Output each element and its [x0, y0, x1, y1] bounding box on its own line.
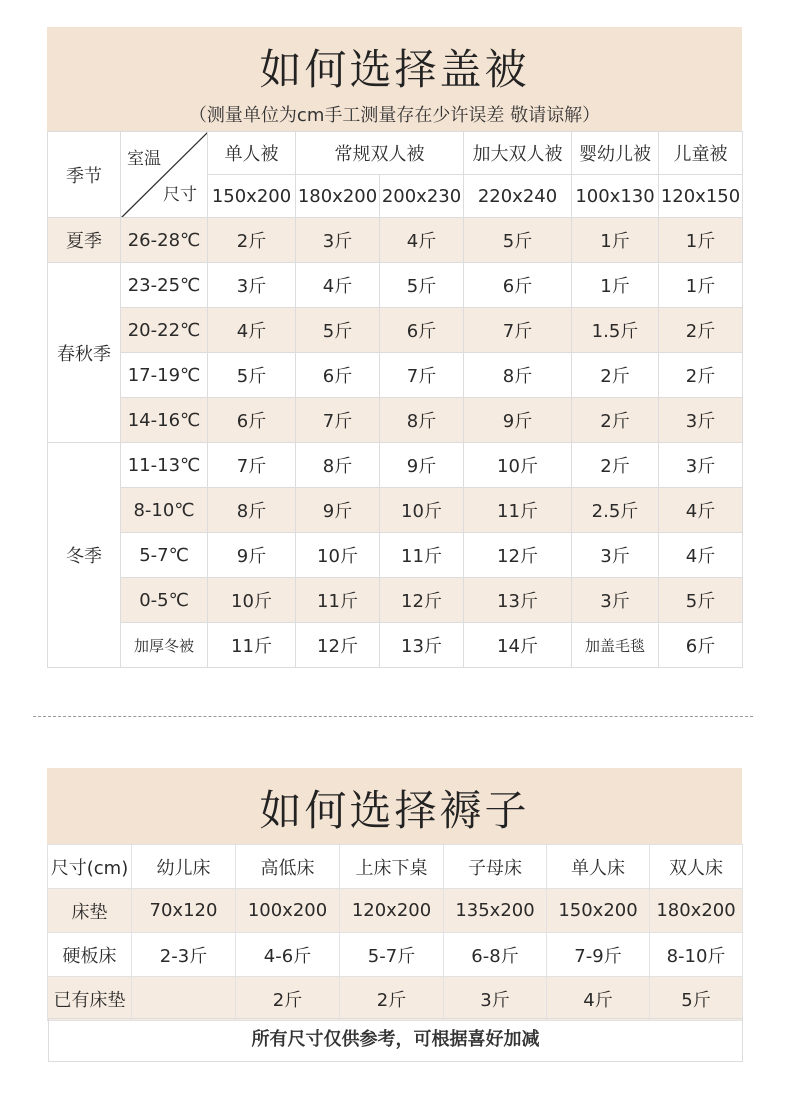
- size-cell: 120x150: [659, 175, 743, 218]
- mattress-cell: 5斤: [650, 977, 743, 1021]
- type-king: 加大双人被: [464, 132, 572, 175]
- mattress-header-cell: 双人床: [650, 845, 743, 889]
- mattress-cell: 6-8斤: [444, 933, 547, 977]
- quilt-row: [48, 488, 743, 533]
- quilt-row: [48, 533, 743, 578]
- room-temp-header: 室温: [127, 149, 161, 169]
- mattress-title-band: [47, 768, 742, 844]
- quilt-row: [48, 308, 743, 353]
- weight-cell: 12斤: [296, 623, 380, 668]
- weight-cell: 5斤: [208, 353, 296, 398]
- mattress-header-cell: 高低床: [236, 845, 340, 889]
- weight-cell: 4斤: [208, 308, 296, 353]
- weight-cell: 10斤: [464, 443, 572, 488]
- weight-cell: 3斤: [659, 443, 743, 488]
- quilt-row: [48, 443, 743, 488]
- quilt-row: [48, 623, 743, 668]
- temp-cell: 加厚冬被: [121, 623, 208, 668]
- weight-cell: 7斤: [296, 398, 380, 443]
- quilt-row: [48, 353, 743, 398]
- weight-cell: 3斤: [572, 578, 659, 623]
- weight-cell: 7斤: [208, 443, 296, 488]
- weight-cell: 9斤: [464, 398, 572, 443]
- mattress-cell: 100x200: [236, 889, 340, 933]
- mattress-cell: 2-3斤: [132, 933, 236, 977]
- weight-cell: 6斤: [659, 623, 743, 668]
- weight-cell: 2斤: [659, 353, 743, 398]
- temp-cell: 23-25℃: [121, 263, 208, 308]
- quilt-header-row: [48, 132, 743, 175]
- mattress-row: [48, 977, 743, 1021]
- weight-cell: 6斤: [380, 308, 464, 353]
- mattress-title: 如何选择褥子: [259, 786, 530, 835]
- temp-cell: 17-19℃: [121, 353, 208, 398]
- size-cell: 100x130: [572, 175, 659, 218]
- weight-cell: 9斤: [296, 488, 380, 533]
- weight-cell: 5斤: [296, 308, 380, 353]
- weight-cell: 2斤: [572, 398, 659, 443]
- mattress-cell: 硬板床: [48, 933, 132, 977]
- weight-cell: 9斤: [380, 443, 464, 488]
- mattress-cell: 120x200: [340, 889, 444, 933]
- weight-cell: 4斤: [296, 263, 380, 308]
- weight-cell: 8斤: [464, 353, 572, 398]
- weight-cell: 1斤: [659, 218, 743, 263]
- weight-cell: 8斤: [208, 488, 296, 533]
- weight-cell: 3斤: [659, 398, 743, 443]
- weight-cell: 14斤: [464, 623, 572, 668]
- mattress-cell: 5-7斤: [340, 933, 444, 977]
- quilt-title-band: [47, 27, 742, 131]
- weight-cell: 12斤: [464, 533, 572, 578]
- weight-cell: 11斤: [464, 488, 572, 533]
- mattress-header-cell: 单人床: [547, 845, 650, 889]
- type-infant: 婴幼儿被: [572, 132, 659, 175]
- mattress-row: [48, 933, 743, 977]
- mattress-header-cell: 尺寸(cm): [48, 845, 132, 889]
- quilt-subtitle: （测量单位为cm手工测量存在少许误差 敬请谅解）: [188, 105, 601, 126]
- weight-cell: 4斤: [380, 218, 464, 263]
- season-summer: 夏季: [48, 218, 121, 263]
- mattress-cell: [132, 977, 236, 1021]
- mattress-cell: 180x200: [650, 889, 743, 933]
- quilt-row: [48, 263, 743, 308]
- mattress-cell: 2斤: [340, 977, 444, 1021]
- weight-cell: 7斤: [464, 308, 572, 353]
- mattress-row: [48, 889, 743, 933]
- weight-cell: 2.5斤: [572, 488, 659, 533]
- weight-cell: 3斤: [208, 263, 296, 308]
- weight-cell: 1斤: [572, 263, 659, 308]
- type-child: 儿童被: [659, 132, 743, 175]
- weight-cell: 3斤: [572, 533, 659, 578]
- weight-cell: 8斤: [380, 398, 464, 443]
- type-single: 单人被: [208, 132, 296, 175]
- weight-cell: 2斤: [572, 353, 659, 398]
- temp-cell: 11-13℃: [121, 443, 208, 488]
- weight-cell: 7斤: [380, 353, 464, 398]
- footer-note: 所有尺寸仅供参考，可根据喜好加减: [48, 1018, 743, 1062]
- mattress-cell: 135x200: [444, 889, 547, 933]
- mattress-cell: 7-9斤: [547, 933, 650, 977]
- weight-cell: 9斤: [208, 533, 296, 578]
- temp-cell: 20-22℃: [121, 308, 208, 353]
- weight-cell: 4斤: [659, 488, 743, 533]
- weight-cell: 11斤: [208, 623, 296, 668]
- temp-cell: 14-16℃: [121, 398, 208, 443]
- size-cell: 200x230: [380, 175, 464, 218]
- quilt-table: [47, 131, 743, 668]
- weight-cell: 4斤: [659, 533, 743, 578]
- mattress-cell: 3斤: [444, 977, 547, 1021]
- season-spring-autumn: 春秋季: [48, 263, 121, 443]
- weight-cell: 1斤: [572, 218, 659, 263]
- mattress-cell: 70x120: [132, 889, 236, 933]
- mattress-header-cell: 子母床: [444, 845, 547, 889]
- weight-cell: 5斤: [659, 578, 743, 623]
- weight-cell: 10斤: [296, 533, 380, 578]
- mattress-cell: 150x200: [547, 889, 650, 933]
- quilt-row: [48, 398, 743, 443]
- type-double: 常规双人被: [296, 132, 464, 175]
- quilt-row: [48, 218, 743, 263]
- weight-cell: 11斤: [380, 533, 464, 578]
- temp-cell: 5-7℃: [121, 533, 208, 578]
- section-divider: [33, 716, 753, 717]
- weight-cell: 2斤: [208, 218, 296, 263]
- season-winter: 冬季: [48, 443, 121, 668]
- weight-cell: 10斤: [208, 578, 296, 623]
- mattress-table: [47, 844, 743, 1021]
- weight-cell: 11斤: [296, 578, 380, 623]
- temp-size-corner-cell: [121, 132, 208, 218]
- mattress-cell: 4斤: [547, 977, 650, 1021]
- mattress-header-row: [48, 845, 743, 889]
- weight-cell: 1.5斤: [572, 308, 659, 353]
- mattress-header-cell: 上床下桌: [340, 845, 444, 889]
- weight-cell: 2斤: [659, 308, 743, 353]
- size-header: 尺寸: [163, 185, 197, 205]
- weight-cell: 5斤: [464, 218, 572, 263]
- quilt-row: [48, 578, 743, 623]
- temp-cell: 8-10℃: [121, 488, 208, 533]
- mattress-cell: 床垫: [48, 889, 132, 933]
- mattress-cell: 4-6斤: [236, 933, 340, 977]
- weight-cell: 12斤: [380, 578, 464, 623]
- weight-cell: 2斤: [572, 443, 659, 488]
- weight-cell: 5斤: [380, 263, 464, 308]
- size-cell: 220x240: [464, 175, 572, 218]
- size-cell: 150x200: [208, 175, 296, 218]
- temp-cell: 0-5℃: [121, 578, 208, 623]
- weight-cell: 10斤: [380, 488, 464, 533]
- weight-cell: 6斤: [296, 353, 380, 398]
- size-cell: 180x200: [296, 175, 380, 218]
- weight-cell: 6斤: [464, 263, 572, 308]
- mattress-cell: 8-10斤: [650, 933, 743, 977]
- mattress-cell: 2斤: [236, 977, 340, 1021]
- weight-cell: 1斤: [659, 263, 743, 308]
- weight-cell: 加盖毛毯: [572, 623, 659, 668]
- mattress-cell: 已有床垫: [48, 977, 132, 1021]
- weight-cell: 8斤: [296, 443, 380, 488]
- temp-cell: 26-28℃: [121, 218, 208, 263]
- weight-cell: 13斤: [464, 578, 572, 623]
- mattress-header-cell: 幼儿床: [132, 845, 236, 889]
- season-header: 季节: [48, 132, 121, 218]
- weight-cell: 6斤: [208, 398, 296, 443]
- quilt-title: 如何选择盖被: [259, 45, 530, 94]
- weight-cell: 3斤: [296, 218, 380, 263]
- weight-cell: 13斤: [380, 623, 464, 668]
